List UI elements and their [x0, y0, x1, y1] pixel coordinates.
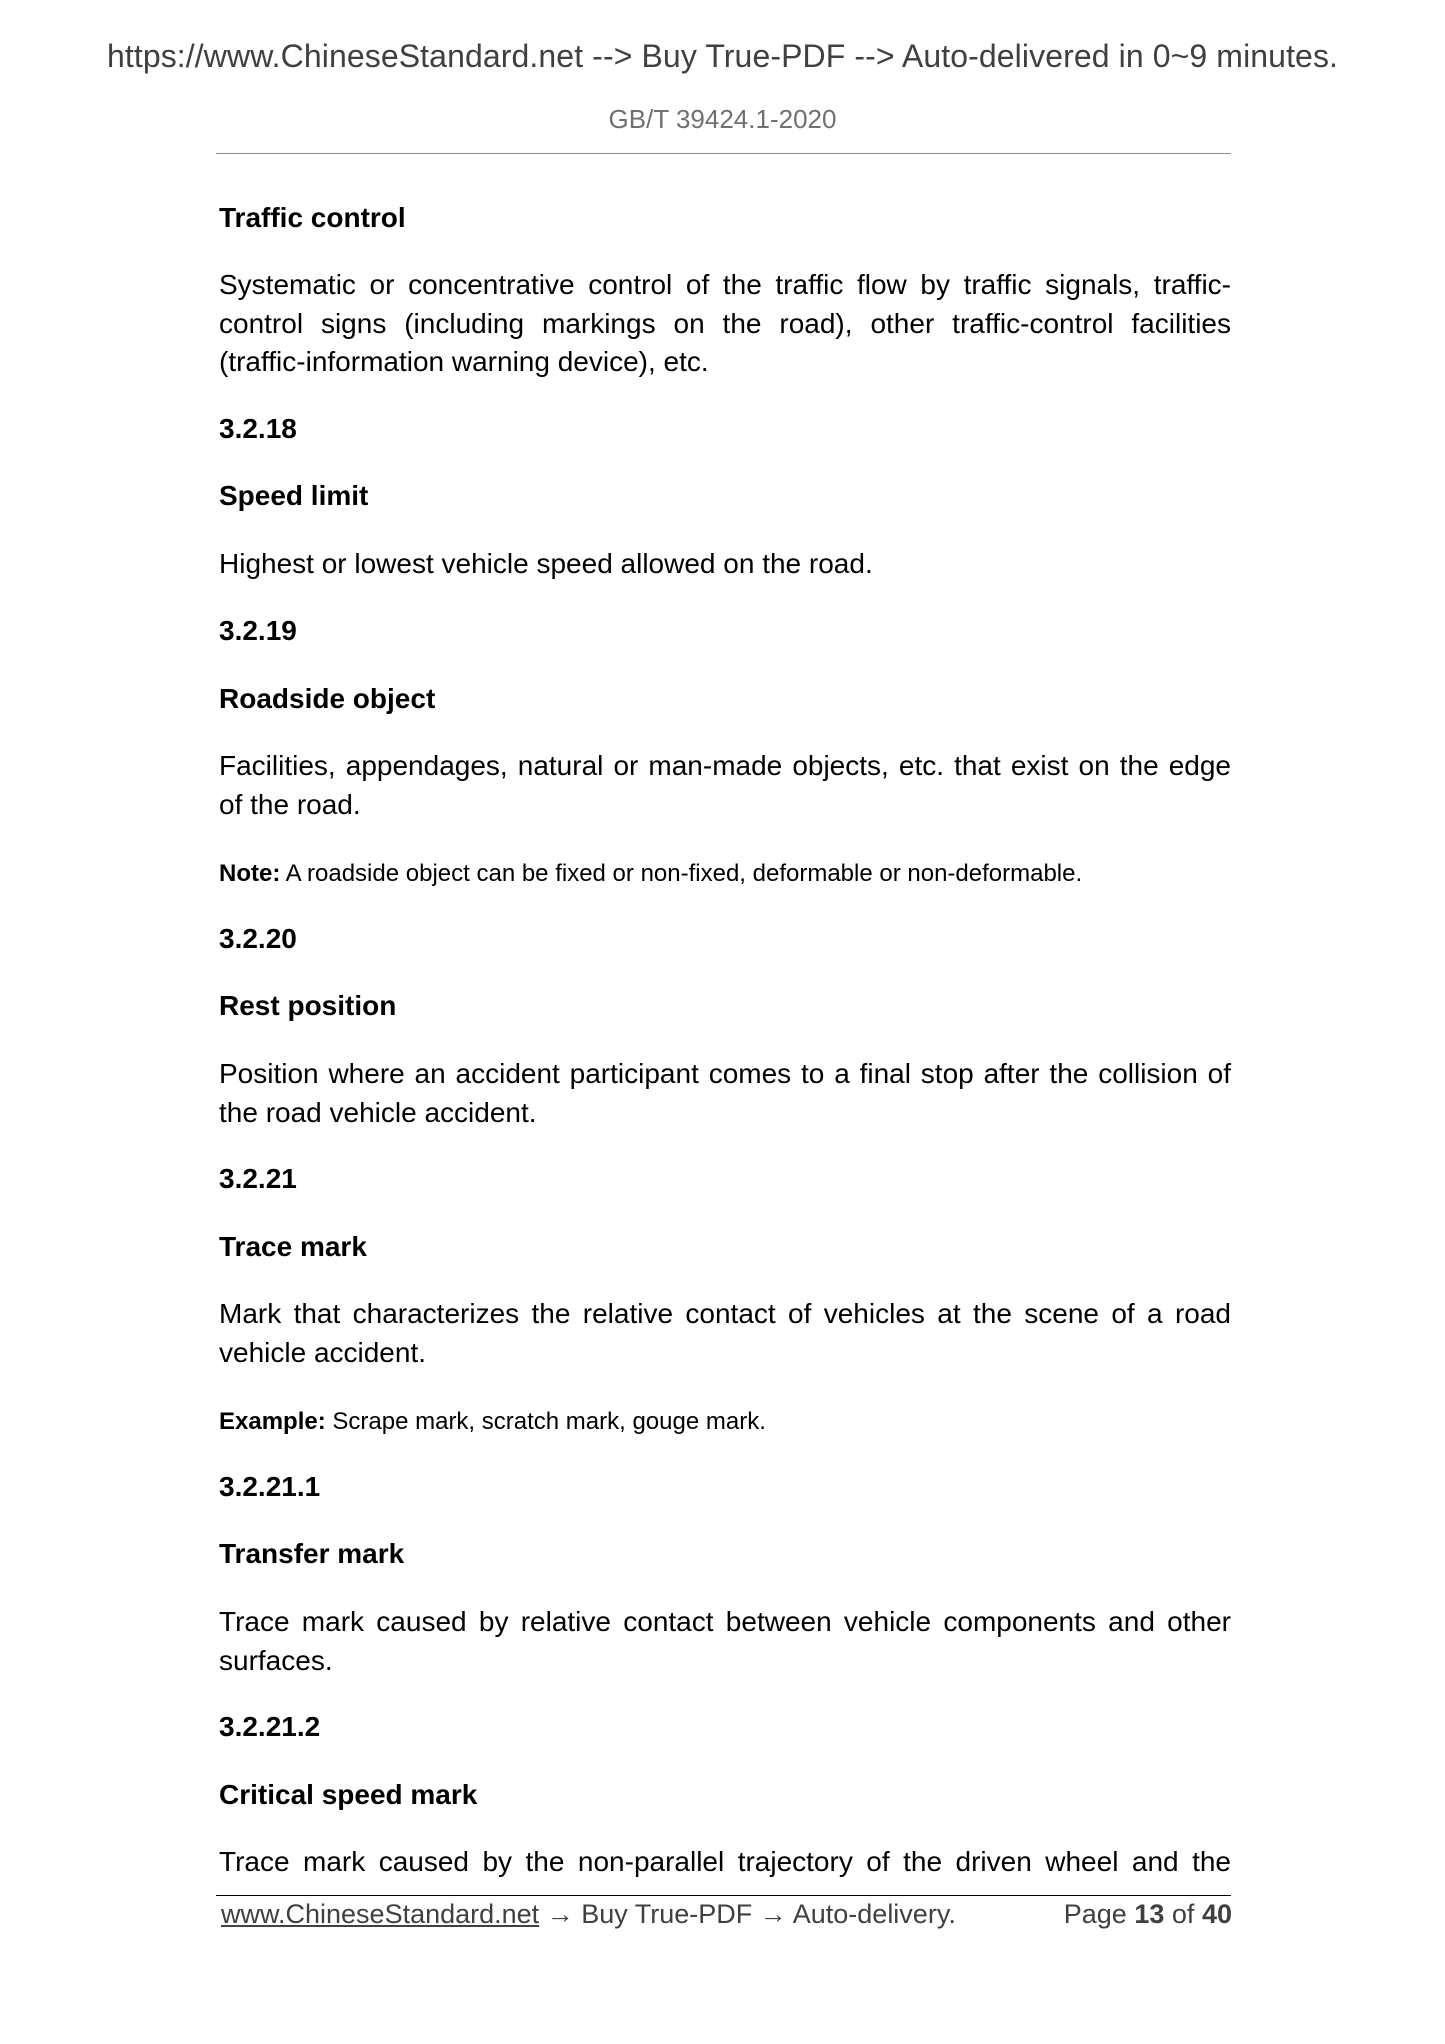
term-definition-critical-speed-mark: Trace mark caused by the non-parallel trajectory of the driven wheel and the — [219, 1846, 1231, 1877]
of-word: of — [1171, 1899, 1195, 1929]
term-note-roadside-object — [219, 858, 1231, 890]
term-number-3-2-20: 3.2.20 — [219, 923, 297, 954]
term-example-trace-mark — [219, 1406, 1231, 1438]
term-number-3-2-21: 3.2.21 — [219, 1163, 297, 1194]
page-indicator — [1044, 1899, 1232, 1930]
example-text: Scrape mark, scratch mark, gouge mark. — [325, 1408, 766, 1435]
term-title-traffic-control: Traffic control — [219, 202, 406, 233]
footer-promo — [221, 1899, 956, 1930]
term-number-3-2-21-2: 3.2.21.2 — [219, 1711, 321, 1742]
term-title-trace-mark: Trace mark — [219, 1231, 367, 1262]
footer-promo-text: → Buy True-PDF → Auto-delivery. — [539, 1899, 956, 1929]
term-definition-transfer-mark: Trace mark caused by relative contact between vehicle components and other surfaces. — [219, 1606, 1231, 1676]
footer-site-link[interactable]: www.ChineseStandard.net — [221, 1899, 540, 1929]
page-number: 13 — [1134, 1899, 1165, 1929]
term-definition-traffic-control: Systematic or concentrative control of the traffic flow by traffic signals, traffic-control signs (including markings on the road), other traffic-control facilities (traffic-information warning device), etc. — [219, 269, 1231, 377]
term-number-3-2-18: 3.2.18 — [219, 413, 297, 444]
term-number-3-2-19: 3.2.19 — [219, 615, 297, 646]
term-title-critical-speed-mark: Critical speed mark — [219, 1779, 478, 1810]
top-banner: https://www.ChineseStandard.net --> Buy True-PDF --> Auto-delivered in 0~9 minutes. — [106, 38, 1339, 74]
term-definition-trace-mark: Mark that characterizes the relative contact of vehicles at the scene of a road vehicle accident. — [219, 1298, 1231, 1368]
page-word: Page — [1063, 1899, 1127, 1929]
term-definition-rest-position: Position where an accident participant comes to a final stop after the collision of the road vehicle accident. — [219, 1058, 1231, 1128]
term-definition-speed-limit: Highest or lowest vehicle speed allowed on the road. — [219, 548, 873, 579]
page-total: 40 — [1201, 1899, 1232, 1929]
term-title-rest-position: Rest position — [219, 990, 397, 1021]
standard-code: GB/T 39424.1-2020 — [608, 104, 837, 134]
term-definition-roadside-object: Facilities, appendages, natural or man-made objects, etc. that exist on the edge of the road. — [219, 750, 1231, 820]
example-label: Example: — [219, 1408, 326, 1435]
note-label: Note: — [219, 860, 281, 887]
term-title-transfer-mark: Transfer mark — [219, 1538, 405, 1569]
term-number-3-2-21-1: 3.2.21.1 — [219, 1471, 321, 1502]
note-text: A roadside object can be fixed or non-fixed, deformable or non-deformable. — [280, 860, 1083, 887]
term-title-speed-limit: Speed limit — [219, 480, 369, 511]
term-title-roadside-object: Roadside object — [219, 683, 436, 714]
footer-divider — [216, 1895, 1231, 1896]
